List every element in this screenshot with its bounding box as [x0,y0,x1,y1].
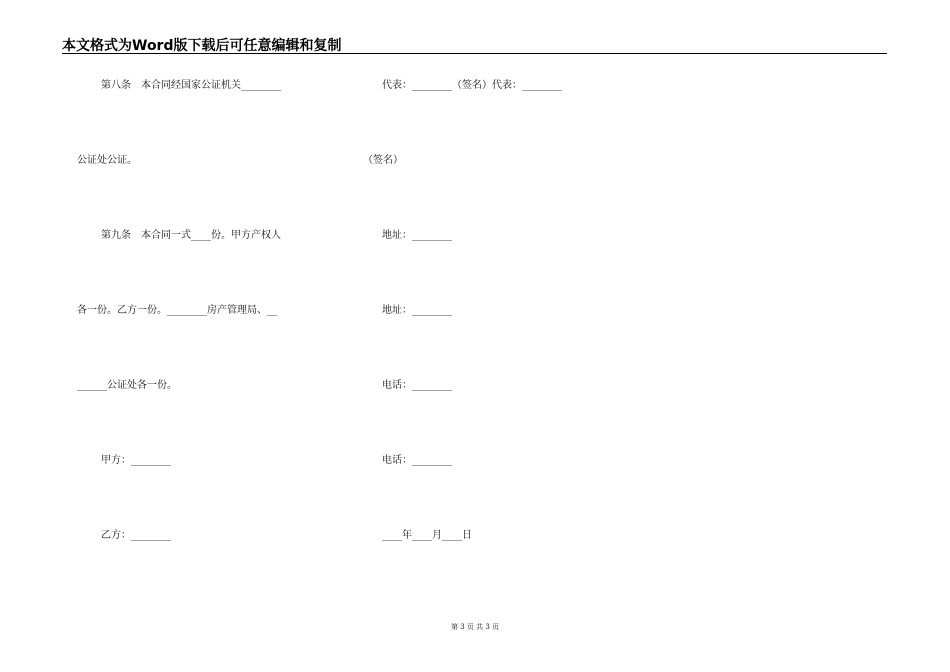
article-8-line-2: 公证处公证。 [77,155,137,166]
document-header-title: 本文格式为Word版下载后可任意编辑和复制 [62,38,342,54]
party-a-line: 甲方：________ [101,455,171,466]
address-line-1: 地址：________ [382,230,452,241]
phone-line-2: 电话：________ [382,455,452,466]
header-divider [62,53,887,54]
party-b-line: 乙方：________ [101,530,171,541]
representatives-line: 代表：________（签名）代表：________ [382,80,562,91]
page-number-footer: 第 3 页 共 3 页 [450,623,500,631]
article-9-line-2: 各一份。乙方一份。________房产管理局、__ [77,305,277,316]
phone-line-1: 电话：________ [382,380,452,391]
article-9-line-1: 第九条 本合同一式____份。甲方产权人 [101,230,281,241]
signature-line: （签名） [363,155,403,166]
article-8-line-1: 第八条 本合同经国家公证机关________ [101,80,281,91]
article-9-line-3: ______公证处各一份。 [77,380,177,391]
address-line-2: 地址：________ [382,305,452,316]
date-line: ____年____月____日 [382,530,472,541]
